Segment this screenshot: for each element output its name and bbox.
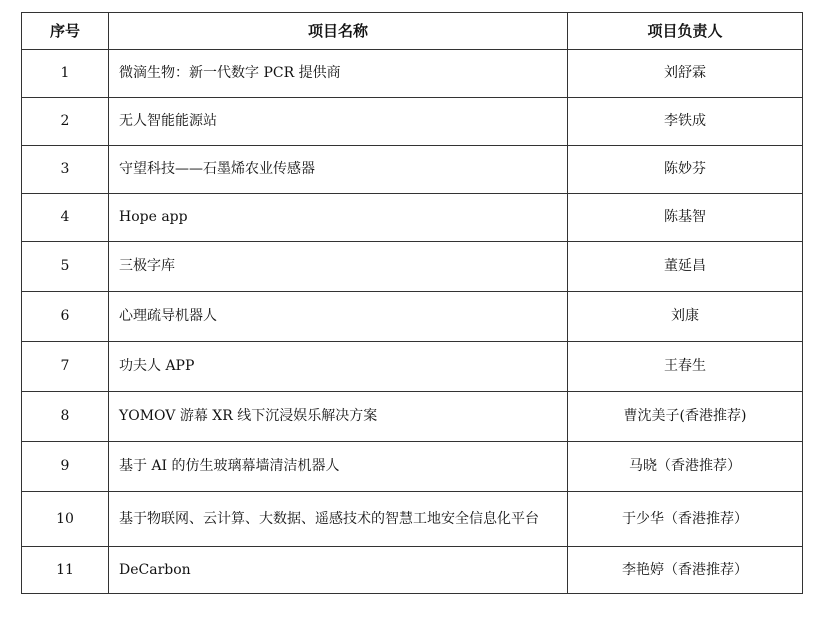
- row-project-leader: 董延昌: [568, 242, 803, 292]
- header-serial-number: 序号: [22, 13, 109, 50]
- table-row: [22, 547, 803, 594]
- row-serial-number: 6: [22, 292, 109, 342]
- row-project-name: DeCarbon: [109, 547, 568, 594]
- row-serial-number: 9: [22, 442, 109, 492]
- row-project-name: 无人智能能源站: [109, 98, 568, 146]
- row-serial-number: 2: [22, 98, 109, 146]
- row-serial-number: 11: [22, 547, 109, 594]
- row-project-leader: 李铁成: [568, 98, 803, 146]
- table-header-row: [22, 13, 803, 50]
- table-row: [22, 442, 803, 492]
- row-project-leader: 陈妙芬: [568, 146, 803, 194]
- project-table-container: [21, 12, 802, 594]
- row-project-name: 心理疏导机器人: [109, 292, 568, 342]
- table-row: [22, 292, 803, 342]
- row-serial-number: 7: [22, 342, 109, 392]
- table-row: [22, 492, 803, 547]
- row-project-leader: 李艳婷（香港推荐）: [568, 547, 803, 594]
- row-project-name: 基于物联网、云计算、大数据、遥感技术的智慧工地安全信息化平台: [109, 492, 568, 547]
- table-row: [22, 146, 803, 194]
- row-serial-number: 5: [22, 242, 109, 292]
- table-row: [22, 98, 803, 146]
- header-project-leader: 项目负责人: [568, 13, 803, 50]
- row-project-leader: 于少华（香港推荐）: [568, 492, 803, 547]
- table-row: [22, 342, 803, 392]
- table-row: [22, 194, 803, 242]
- row-serial-number: 10: [22, 492, 109, 547]
- row-project-leader: 刘康: [568, 292, 803, 342]
- row-project-name: Hope app: [109, 194, 568, 242]
- row-project-name: 功夫人 APP: [109, 342, 568, 392]
- row-serial-number: 8: [22, 392, 109, 442]
- table-row: [22, 50, 803, 98]
- row-project-leader: 马晓（香港推荐）: [568, 442, 803, 492]
- row-project-name: 三极字库: [109, 242, 568, 292]
- row-project-name: 基于 AI 的仿生玻璃幕墙清洁机器人: [109, 442, 568, 492]
- table-row: [22, 392, 803, 442]
- row-serial-number: 1: [22, 50, 109, 98]
- table-row: [22, 242, 803, 292]
- row-project-name: YOMOV 游幕 XR 线下沉浸娱乐解决方案: [109, 392, 568, 442]
- row-serial-number: 4: [22, 194, 109, 242]
- row-project-leader: 陈基智: [568, 194, 803, 242]
- row-project-leader: 刘舒霖: [568, 50, 803, 98]
- row-serial-number: 3: [22, 146, 109, 194]
- row-project-name: 微滴生物：新一代数字 PCR 提供商: [109, 50, 568, 98]
- row-project-leader: 曹沈美子(香港推荐): [568, 392, 803, 442]
- row-project-leader: 王春生: [568, 342, 803, 392]
- project-table: [21, 12, 803, 594]
- header-project-name: 项目名称: [109, 13, 568, 50]
- row-project-name: 守望科技——石墨烯农业传感器: [109, 146, 568, 194]
